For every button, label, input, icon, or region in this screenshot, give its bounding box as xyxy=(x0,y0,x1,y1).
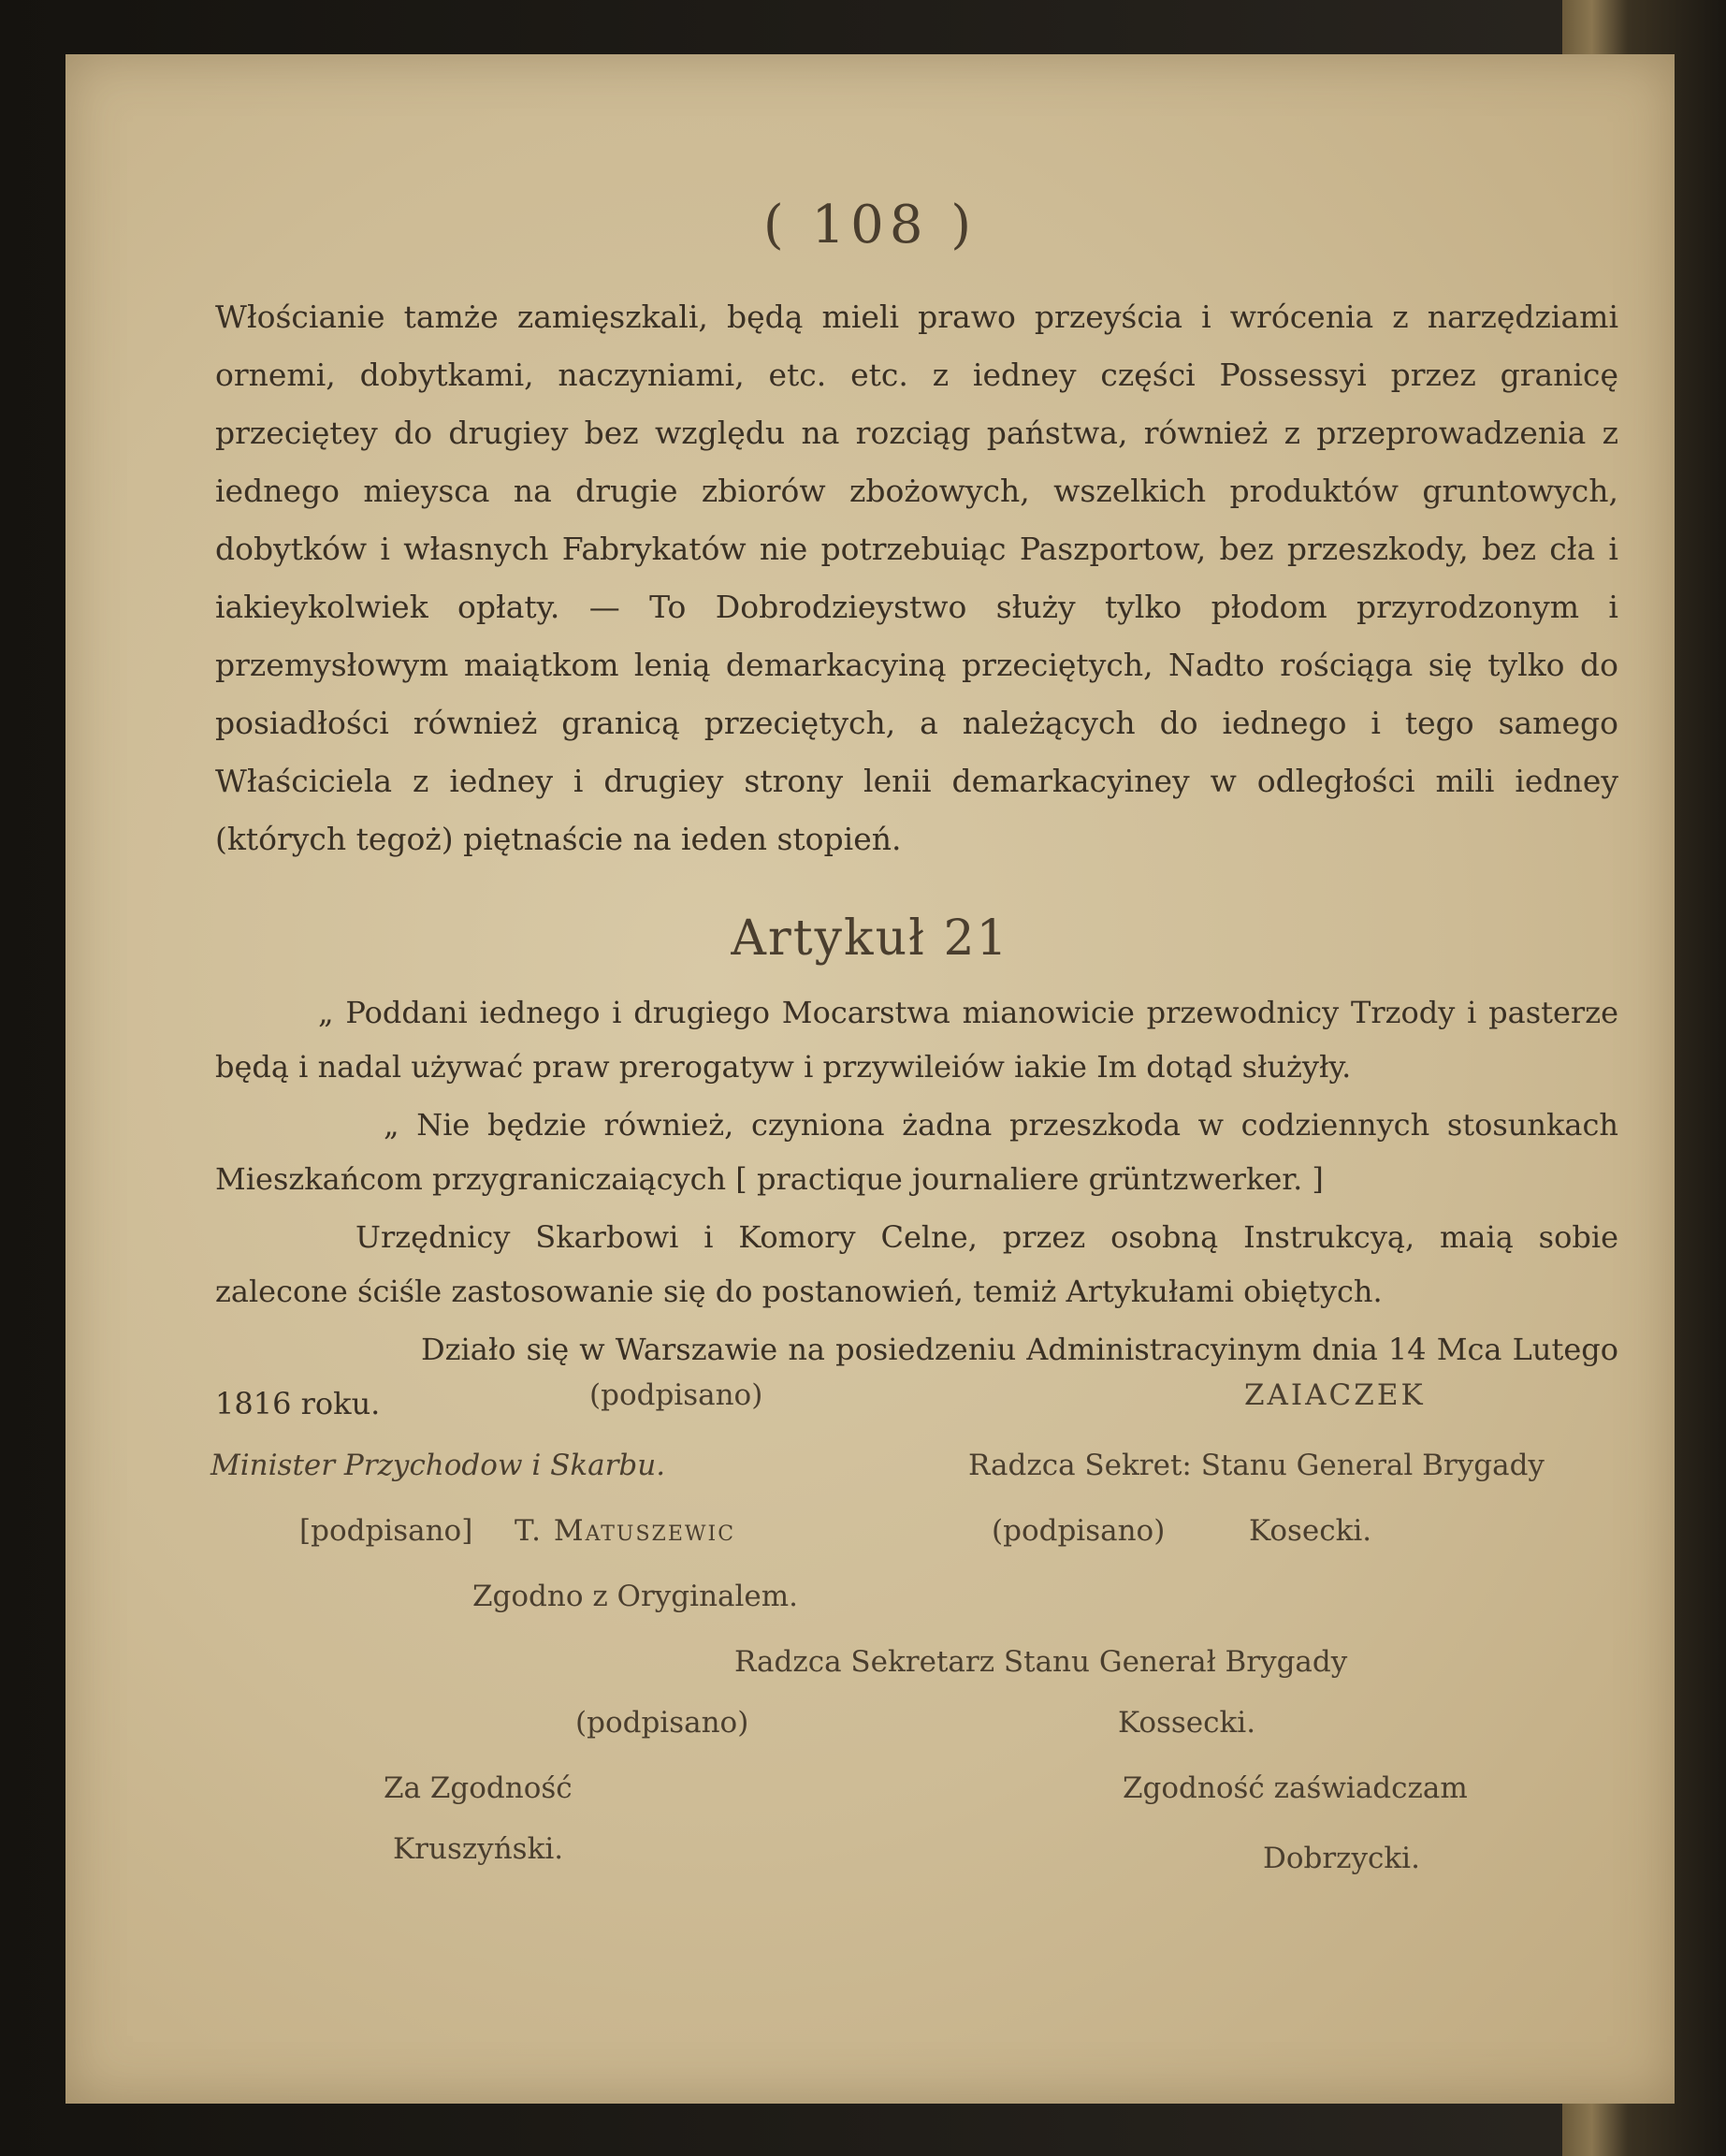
body-paragraph: Włościanie tamże zamięszkali, będą mieli prawo przeyścia i wrócenia z narzędziami ornemi, dobytkami, naczyniami, etc. etc. z iedney części Possessyi przez granicę przeciętey do drugiey bez względu na rozciąg państwa, również z przeprowadzenia z iednego mieysca na drugie zbiorów zbożowych, wszelkich produktów gruntowych, dobytków i własnych Fabrykatów nie potrzebuiąc Paszportow, bez przeszkody, bez cła i iakieykolwiek opłaty. — To Dobrodzieystwo służy tylko płodom przyrodzonym i przemysłowym maiątkom lenią demarkacyiną przeciętych, Nadto rościąga się tylko do posiadłości również granicą przeciętych, a należących do iednego i tego samego Właściciela z iedney i drugiey strony lenii demarkacyiney w odległości mili iedney (których tegoż) piętnaście na ieden stopień. xyxy=(215,299,1618,857)
paragraph-date: Działo się w Warszawie na posiedzeniu Administracyinym dnia 14 Mca Lutego 1816 roku. xyxy=(215,1332,1618,1421)
signed-note-1: (podpisano) xyxy=(589,1378,763,1412)
paragraph-daily-relations: „ Nie będzie również, czyniona żadna przeszkoda w codziennych stosunkach Mieszkańcom przygraniczaiących [ practique journaliere grüntzwerker. ] xyxy=(215,1107,1618,1197)
za-zgodnosc: Za Zgodność xyxy=(384,1771,573,1805)
signed-note-2: [podpisano] xyxy=(299,1514,473,1548)
paragraph-officials: Urzędnicy Skarbowi i Komory Celne, przez osobną Instrukcyą, maią sobie zalecone ściśle zastosowanie się do postanowień, temiż Artykułami obiętych. xyxy=(215,1219,1618,1309)
article-heading: Artykuł 21 xyxy=(731,910,1009,967)
signature-matuszewic: T. Matuszewic xyxy=(515,1514,736,1548)
signature-kruszynski: Kruszyński. xyxy=(393,1832,564,1866)
signature-dobrzycki: Dobrzycki. xyxy=(1263,1842,1420,1875)
radzca-title-1: Radzca Sekret: Stanu General Brygady xyxy=(968,1449,1545,1482)
signature-zaiaczek: ZAIACZEK xyxy=(1244,1378,1426,1412)
paragraph-herdsmen: „ Poddani iednego i drugiego Mocarstwa mianowicie przewodnicy Trzody i pasterze będą i nadal używać praw prerogatyw i przywileiów iakie Im dotąd służyły. xyxy=(215,995,1618,1085)
signed-note-4: (podpisano) xyxy=(575,1706,749,1740)
signature-kosecki: Kosecki. xyxy=(1249,1514,1372,1548)
page xyxy=(65,54,1675,2104)
signature-kossecki: Kossecki. xyxy=(1118,1706,1256,1740)
page-number: ( 108 ) xyxy=(762,195,978,255)
zgodno-z-oryginalem: Zgodno z Oryginalem. xyxy=(472,1580,799,1613)
zgodnosc-zaswiadczam: Zgodność zaświadczam xyxy=(1123,1771,1468,1805)
signed-note-3: (podpisano) xyxy=(992,1514,1166,1548)
radzca-title-2: Radzca Sekretarz Stanu Generał Brygady xyxy=(734,1645,1348,1679)
minister-title: Minister Przychodow i Skarbu. xyxy=(210,1449,666,1482)
